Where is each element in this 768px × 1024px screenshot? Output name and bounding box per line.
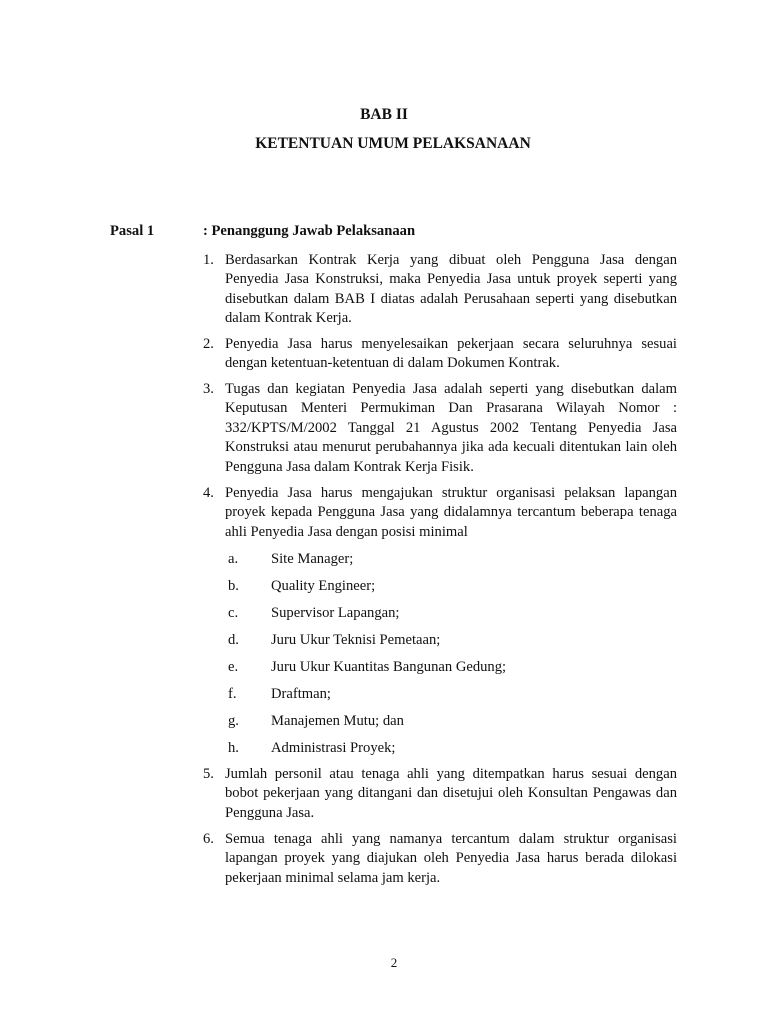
item-number: 1.: [203, 252, 214, 268]
item-text: Semua tenaga ahli yang namanya tercantum dalam struktur organisasi lapangan proyek yang diajukan oleh Penyedia Jasa harus berada dilokasi pekerjaan minimal selama jam kerja.: [225, 831, 677, 886]
item-text: Penyedia Jasa harus mengajukan struktur organisasi pelaksan lapangan proyek kepada Pengguna Jasa yang didalamnya tercantum beberapa tenaga ahli Penyedia Jasa dengan posisi minimal: [225, 485, 677, 540]
page-number: 2: [390, 955, 398, 970]
sub-item-text: Manajemen Mutu; dan: [271, 713, 404, 729]
item-number: 3.: [203, 381, 214, 397]
pasal-label: Pasal 1: [110, 223, 155, 239]
sub-item-letter: b.: [228, 578, 239, 594]
sub-item-letter: h.: [228, 740, 239, 756]
sub-item-letter: c.: [228, 605, 239, 621]
item-number: 4.: [203, 485, 214, 501]
sub-item-letter: a.: [228, 551, 239, 567]
sub-item-letter: f.: [228, 686, 237, 702]
item-text: Berdasarkan Kontrak Kerja yang dibuat oleh Pengguna Jasa dengan Penyedia Jasa Konstruksi, maka Penyedia Jasa untuk proyek seperti yang disebutkan dalam BAB I diatas adalah Perusahaan seperti yang disebutkan dalam Kontrak Kerja.: [225, 252, 677, 327]
item-text: Jumlah personil atau tenaga ahli yang ditempatkan harus sesuai dengan bobot pekerjaan yang ditangani dan disetujui oleh Konsultan Pengawas dan Pengguna Jasa.: [225, 766, 677, 821]
sub-item-letter: g.: [228, 713, 239, 729]
item-text: Tugas dan kegiatan Penyedia Jasa adalah seperti yang disebutkan dalam Keputusan Menteri Permukiman Dan Prasarana Wilayah Nomor : 332/KPTS/M/2002 Tanggal 21 Agustus 2002 Tentang Penyedia Jasa Konstruksi atau menurut perubahannya jika ada kecuali ditentukan lain oleh Pengguna Jasa dalam Kontrak Kerja Fisik.: [225, 381, 677, 475]
item-number: 2.: [203, 336, 214, 352]
item-text: Penyedia Jasa harus menyelesaikan pekerjaan secara seluruhnya sesuai dengan ketentuan-ketentuan di dalam Dokumen Kontrak.: [225, 336, 677, 372]
chapter-title: KETENTUAN UMUM PELAKSANAAN: [255, 135, 531, 152]
sub-item-text: Quality Engineer;: [271, 578, 376, 594]
sub-item-text: Juru Ukur Kuantitas Bangunan Gedung;: [271, 659, 507, 675]
sub-item-text: Site Manager;: [271, 551, 354, 567]
pasal-title: : Penanggung Jawab Pelaksanaan: [203, 223, 416, 239]
sub-item-text: Juru Ukur Teknisi Pemetaan;: [271, 632, 441, 648]
chapter-number: BAB II: [360, 106, 408, 123]
sub-item-text: Draftman;: [271, 686, 331, 702]
sub-item-text: Supervisor Lapangan;: [271, 605, 400, 621]
item-number: 6.: [203, 831, 214, 847]
sub-item-letter: e.: [228, 659, 239, 675]
sub-item-letter: d.: [228, 632, 239, 648]
item-number: 5.: [203, 766, 214, 782]
sub-item-text: Administrasi Proyek;: [271, 740, 396, 756]
